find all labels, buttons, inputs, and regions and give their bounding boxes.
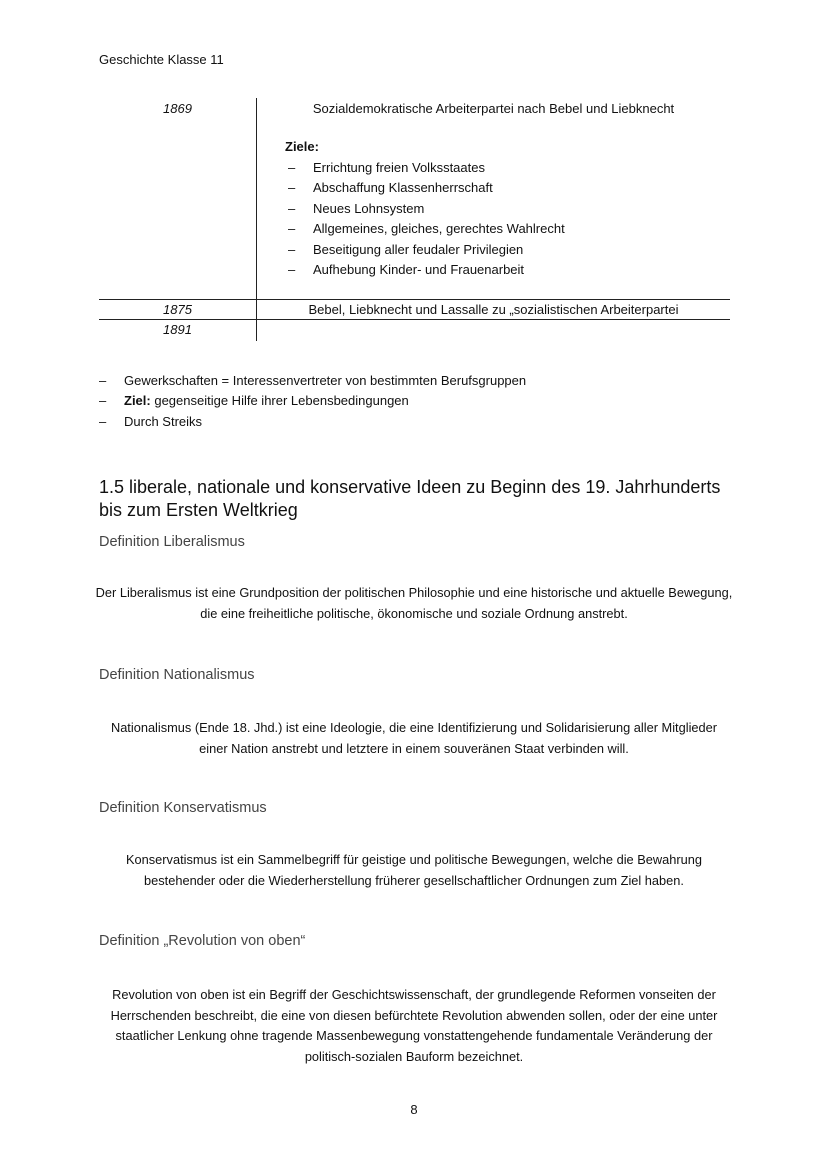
table-cell-text: Bebel, Liebknecht und Lassalle zu „sozialistischen Arbeiterpartei — [308, 302, 679, 317]
list-item: – Abschaffung Klassenherrschaft — [288, 180, 493, 196]
table-year: 1869 — [163, 101, 192, 116]
definition-heading: Definition „Revolution von oben“ — [99, 933, 306, 949]
table-row-divider — [99, 319, 730, 320]
list-item: – Neues Lohnsystem — [288, 200, 425, 216]
goals-list — [288, 158, 565, 280]
list-item: – Beseitigung aller feudaler Privilegien — [288, 241, 524, 257]
goals-label: Ziele: — [285, 139, 319, 154]
definition-text: Nationalismus (Ende 18. Jhd.) ist eine Ideologie, die eine Identifizierung und Solidarisierung aller Mitglieder einer Nation anstrebt und letztere in einem souveränen Staat verbinden will. — [110, 720, 718, 756]
definition-text: Der Liberalismus ist eine Grundposition der politischen Philosophie und eine historische und aktuelle Bewegung, die eine freiheitliche politische, ökonomische und soziale Ordnung anstrebt. — [95, 585, 733, 621]
page-number: 8 — [410, 1102, 418, 1117]
bullet-list — [99, 371, 526, 432]
definition-heading: Definition Nationalismus — [99, 667, 255, 683]
definition-text: Konservatismus ist ein Sammelbegriff für geistige und politische Bewegungen, welche die Bewahrung bestehender oder die Wiederherstellung früherer gesellschaftlicher Ordnungen zum Ziel haben. — [126, 852, 702, 888]
table-year: 1875 — [163, 302, 192, 317]
table-year: 1891 — [163, 322, 192, 337]
definition-heading: Definition Konservatismus — [99, 800, 267, 816]
list-item: – Ziel: gegenseitige Hilfe ihrer Lebensbedingungen — [99, 393, 409, 409]
list-item: – Errichtung freien Volksstaates — [288, 160, 485, 175]
table-row-divider — [99, 299, 730, 300]
list-item: – Aufhebung Kinder- und Frauenarbeit — [288, 261, 525, 277]
page-header: Geschichte Klasse 11 — [99, 52, 224, 67]
definition-heading: Definition Liberalismus — [99, 534, 245, 550]
list-item: – Gewerkschaften = Interessenvertreter von bestimmten Berufsgruppen — [99, 373, 527, 388]
list-item: – Allgemeines, gleiches, gerechtes Wahlrecht — [288, 221, 565, 237]
table-cell-text: Sozialdemokratische Arbeiterpartei nach Bebel und Liebknecht — [312, 101, 675, 116]
table-column-divider — [256, 98, 257, 341]
definition-text: Revolution von oben ist ein Begriff der Geschichtswissenschaft, der grundlegende Reformen vonseiten der Herrschenden beschreibt, die eine von diesen befürchtete Revolution abwenden sollen, oder der eine unter staatlicher Lenkung ohne tragende Massenbewegung vonstattengehende fundamentale Veränderung der politisch-sozialen Bauform bezeichnet. — [110, 987, 718, 1064]
section-heading: 1.5 liberale, nationale und konservative Ideen zu Beginn des 19. Jahrhunderts bis zum Ersten Weltkrieg — [99, 477, 721, 520]
list-item: – Durch Streiks — [99, 413, 203, 429]
